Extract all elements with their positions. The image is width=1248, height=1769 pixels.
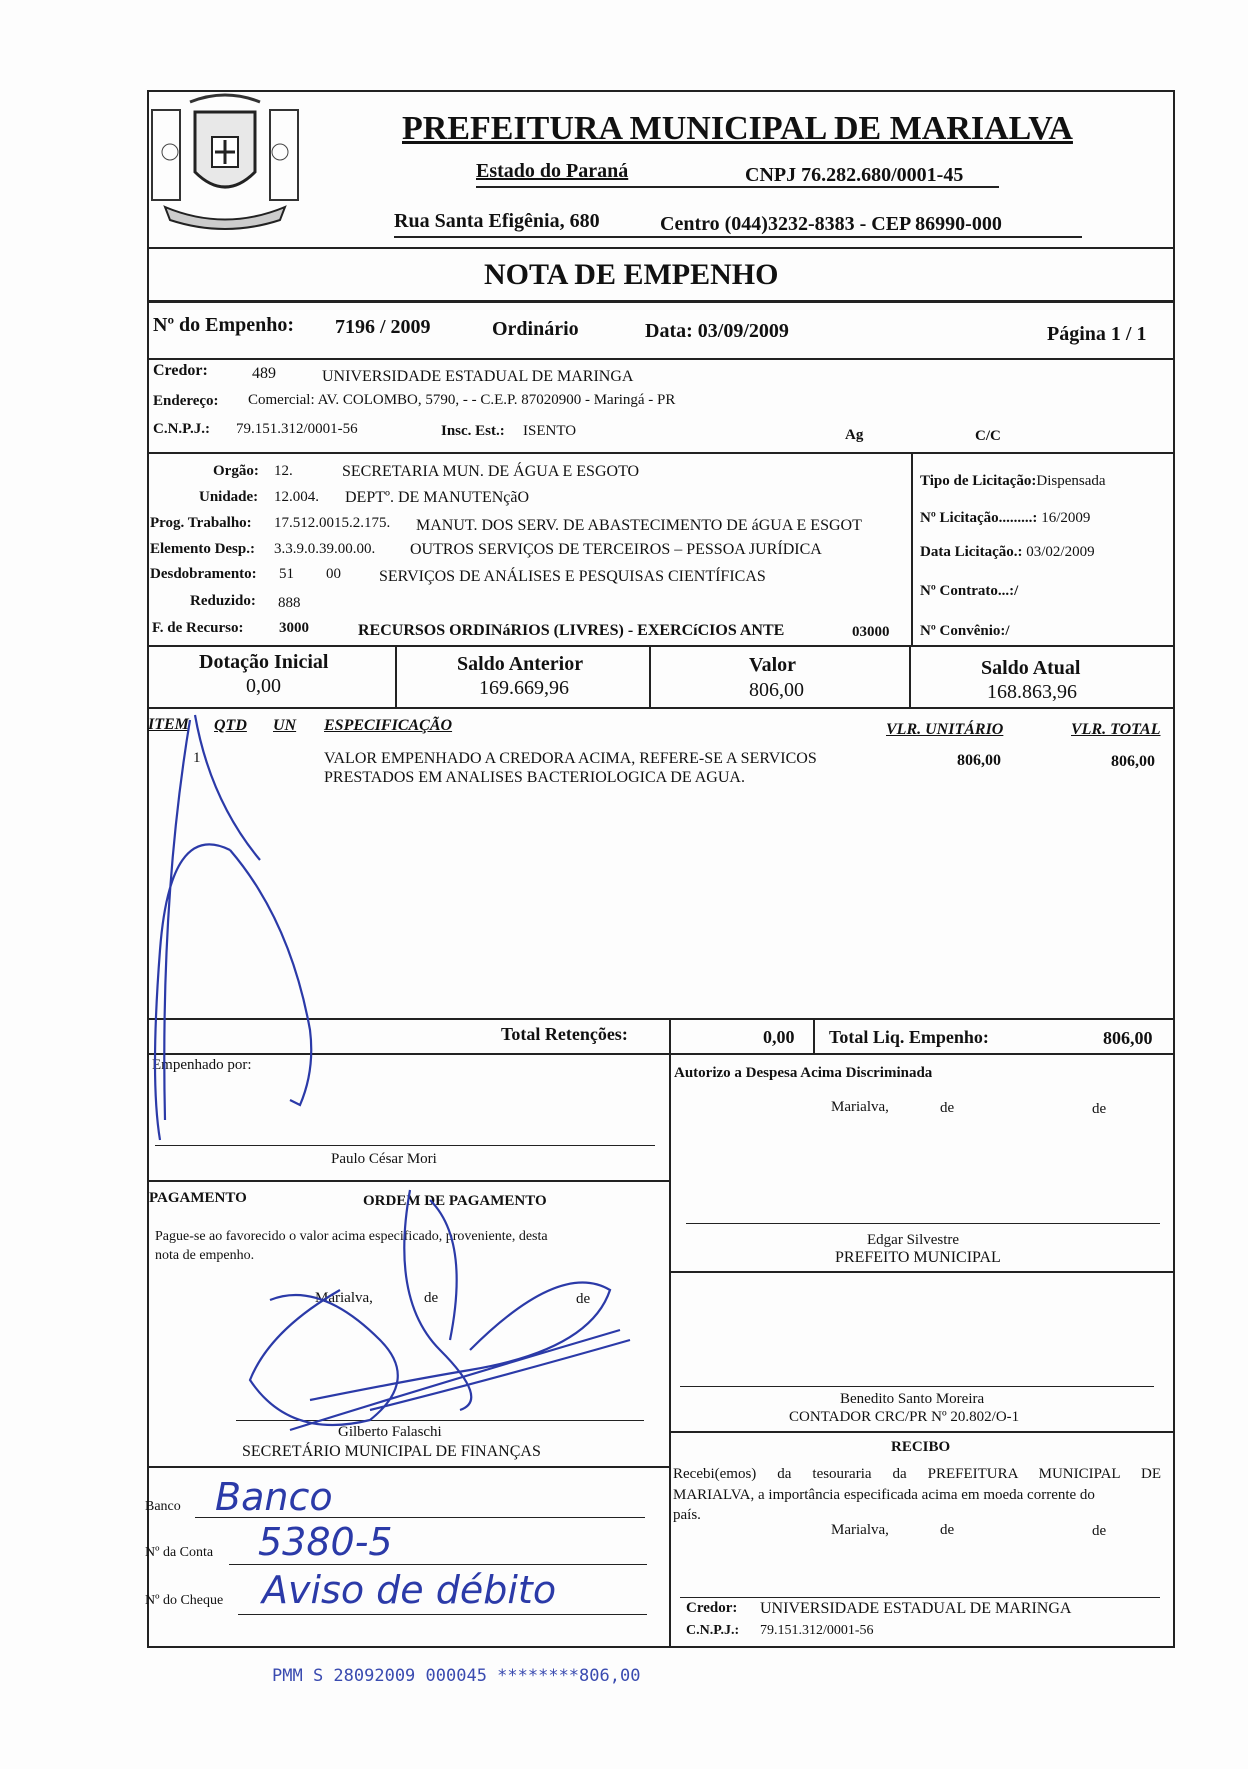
saldo-atual-value: 168.863,96 (987, 681, 1077, 703)
empenho-date: Data: 03/09/2009 (645, 320, 789, 342)
empenho-type: Ordinário (492, 318, 579, 340)
secretario-name: Gilberto Falaschi (338, 1424, 442, 1440)
autorizo-label: Autorizo a Despesa Acima Discriminada (674, 1065, 933, 1081)
spec-header: ESPECIFICAÇÃO (324, 717, 453, 734)
aut-de-2: de (1092, 1101, 1107, 1117)
reduzido-label: Reduzido: (190, 593, 256, 609)
header-cnpj: CNPJ 76.282.680/0001-45 (745, 164, 964, 186)
empenhado-por-name: Paulo César Mori (331, 1151, 437, 1167)
header-district: Centro (044)3232-8383 - CEP 86990-000 (660, 213, 1002, 235)
rec-de-2: de (1092, 1523, 1107, 1539)
recibo-credor-label: Credor: (686, 1600, 738, 1616)
unidade-code: 12.004. (274, 489, 319, 505)
empenho-number: 7196 / 2009 (335, 316, 431, 338)
prefeito-role: PREFEITO MUNICIPAL (835, 1249, 1001, 1266)
ordem-pagamento-title: ORDEM DE PAGAMENTO (363, 1193, 547, 1209)
aut-de-1: de (940, 1100, 955, 1116)
item-spec-line1: VALOR EMPENHADO A CREDORA ACIMA, REFERE-SE A SERVICOS (324, 750, 817, 767)
item-total: 806,00 (1111, 753, 1155, 770)
pagamento-title: PAGAMENTO (149, 1190, 247, 1206)
item-header: ITEM (148, 716, 189, 733)
empenhado-por-label: Empenhado por: (152, 1057, 252, 1073)
pagamento-text-2: nota de empenho. (155, 1248, 255, 1263)
recibo-text-1: Recebi(emos) da tesouraria da PREFEITURA MUNICIPAL DE (673, 1466, 1161, 1482)
header-state: Estado do Paraná (476, 160, 629, 182)
cc-label: C/C (975, 428, 1001, 444)
liq-value: 806,00 (1103, 1028, 1153, 1048)
prog-code: 17.512.0015.2.175. (274, 515, 391, 531)
insc-value: ISENTO (523, 423, 577, 439)
rec-marialva: Marialva, (831, 1522, 889, 1538)
orgao-code: 12. (274, 463, 293, 479)
contrato-label: Nº Contrato...:/ (920, 583, 1019, 599)
banco-label: Banco (145, 1499, 181, 1514)
item-unit-price: 806,00 (957, 752, 1001, 769)
pag-de-2: de (576, 1291, 591, 1307)
licitacao-num-label: Nº Licitação.........: 16/2009 (920, 510, 1091, 526)
header-title: PREFEITURA MUNICIPAL DE MARIALVA (402, 110, 1073, 147)
page-number: Página 1 / 1 (1047, 323, 1147, 345)
recibo-text-2: MARIALVA, a importância especificada acima em moeda corrente do (673, 1487, 1095, 1503)
orgao-desc: SECRETARIA MUN. DE ÁGUA E ESGOTO (342, 463, 640, 480)
banco-value: Banco (215, 1475, 333, 1519)
recurso-label: F. de Recurso: (152, 620, 244, 636)
item-spec-line2: PRESTADOS EM ANALISES BACTERIOLOGICA DE AGUA. (324, 769, 745, 786)
conta-value: 5380-5 (258, 1520, 393, 1564)
address-value: Comercial: AV. COLOMBO, 5790, - - C.E.P. 87020900 - Maringá - PR (248, 392, 676, 408)
insc-label: Insc. Est.: (441, 423, 505, 439)
credor-code: 489 (252, 365, 276, 382)
pag-de-1: de (424, 1290, 439, 1306)
cheque-value: Aviso de débito (262, 1568, 557, 1612)
ag-label: Ag (845, 427, 864, 443)
cheque-label: Nº do Cheque (145, 1593, 224, 1608)
recibo-cnpj-value: 79.151.312/0001-56 (760, 1623, 874, 1638)
saldo-anterior-value: 169.669,96 (479, 677, 569, 699)
prefeito-name: Edgar Silvestre (867, 1232, 960, 1248)
address-label: Endereço: (153, 393, 219, 409)
recurso-desc: RECURSOS ORDINáRIOS (LIVRES) - EXERCíCIOS ANTE (358, 622, 785, 639)
pagamento-text-1: Pague-se ao favorecido o valor acima especificado, proveniente, desta (155, 1229, 548, 1244)
licitacao-tipo-label: Tipo de Licitação:Dispensada (920, 473, 1106, 489)
signature-empenhado-icon (140, 700, 320, 1160)
doc-title: NOTA DE EMPENHO (484, 258, 779, 291)
dotacao-value: 0,00 (246, 675, 281, 697)
credor-cnpj-label: C.N.P.J.: (153, 421, 210, 437)
credor-cnpj: 79.151.312/0001-56 (236, 421, 358, 437)
orgao-label: Orgão: (213, 463, 259, 479)
contador-name: Benedito Santo Moreira (840, 1391, 985, 1407)
prog-label: Prog. Trabalho: (150, 515, 252, 531)
saldo-atual-label: Saldo Atual (981, 657, 1081, 679)
recibo-title: RECIBO (891, 1439, 951, 1455)
aut-marialva: Marialva, (831, 1099, 889, 1115)
recibo-credor-value: UNIVERSIDADE ESTADUAL DE MARINGA (760, 1600, 1072, 1617)
recurso-code: 3000 (279, 620, 309, 636)
prog-desc: MANUT. DOS SERV. DE ABASTECIMENTO DE áGUA E ESGOT (416, 517, 862, 534)
recibo-text-3: país. (673, 1507, 701, 1523)
item-qtd: 1 (193, 750, 201, 766)
retencoes-label: Total Retenções: (501, 1024, 628, 1044)
desdobramento-label: Desdobramento: (150, 566, 257, 582)
unidade-desc: DEPTº. DE MANUTENçãO (345, 489, 530, 506)
unidade-label: Unidade: (199, 489, 259, 505)
signature-secretario-icon (230, 1180, 650, 1450)
saldo-anterior-label: Saldo Anterior (457, 653, 584, 675)
rec-de-1: de (940, 1522, 955, 1538)
valor-label: Valor (749, 654, 797, 676)
elemento-code: 3.3.9.0.39.00.00. (274, 541, 376, 557)
valor-value: 806,00 (749, 679, 804, 701)
pag-marialva: Marialva, (315, 1290, 373, 1306)
reduzido-value: 888 (278, 595, 301, 611)
convenio-label: Nº Convênio:/ (920, 623, 1010, 639)
elemento-desc: OUTROS SERVIÇOS DE TERCEIROS – PESSOA JURÍDICA (410, 541, 822, 558)
recurso-code2: 03000 (852, 624, 890, 640)
un-header: UN (273, 717, 297, 734)
payment-stamp: PMM S 28092009 000045 ********806,00 (272, 1666, 641, 1686)
recibo-cnpj-label: C.N.P.J.: (686, 1623, 740, 1638)
desdobramento-desc: SERVIÇOS DE ANÁLISES E PESQUISAS CIENTÍFICAS (379, 568, 766, 585)
dotacao-label: Dotação Inicial (199, 651, 329, 673)
credor-label: Credor: (153, 362, 208, 379)
secretario-role: SECRETÁRIO MUNICIPAL DE FINANÇAS (242, 1443, 541, 1460)
retencoes-value: 0,00 (763, 1027, 795, 1047)
header-street: Rua Santa Efigênia, 680 (394, 210, 600, 232)
credor-name: UNIVERSIDADE ESTADUAL DE MARINGA (322, 368, 634, 385)
liq-label: Total Liq. Empenho: (829, 1027, 989, 1047)
total-header: VLR. TOTAL (1071, 721, 1161, 738)
desdobramento-code1: 51 (279, 566, 294, 582)
desdobramento-code2: 00 (326, 566, 341, 582)
contador-role: CONTADOR CRC/PR Nº 20.802/O-1 (789, 1409, 1020, 1425)
conta-label: Nº da Conta (145, 1545, 214, 1560)
qtd-header: QTD (214, 717, 247, 734)
licitacao-data-label: Data Licitação.: 03/02/2009 (920, 544, 1095, 560)
empenho-number-label: Nº do Empenho: (153, 314, 295, 336)
unit-price-header: VLR. UNITÁRIO (886, 721, 1004, 738)
elemento-label: Elemento Desp.: (150, 541, 255, 557)
